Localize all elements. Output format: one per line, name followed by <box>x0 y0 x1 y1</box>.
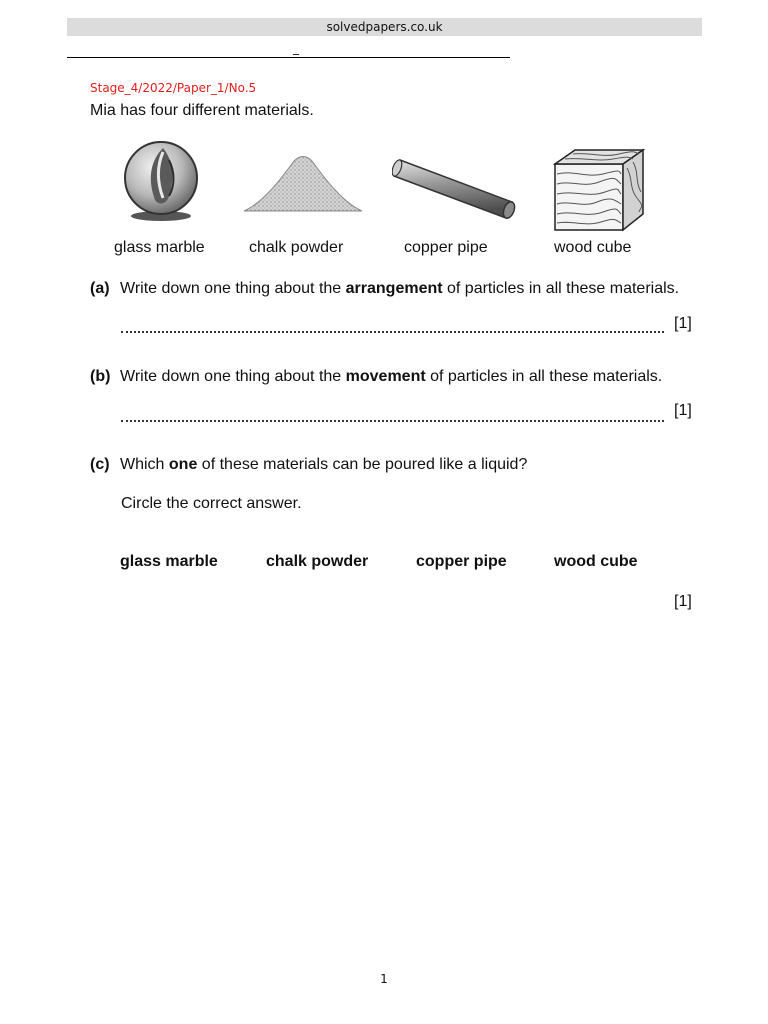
question-reference: Stage_4/2022/Paper_1/No.5 <box>90 81 257 95</box>
wood-cube-icon <box>553 148 647 232</box>
copper-pipe-icon <box>392 156 520 226</box>
question-c-instruction: Circle the correct answer. <box>121 495 302 512</box>
mark-a: [1] <box>674 315 692 332</box>
answer-option-copper-pipe[interactable]: copper pipe <box>416 553 507 570</box>
material-label-chalk-powder: chalk powder <box>249 239 344 256</box>
question-c <box>90 456 527 474</box>
question-c-text-start: Which <box>120 456 169 473</box>
answer-option-glass-marble[interactable]: glass marble <box>120 553 218 570</box>
question-b-text-start: Write down one thing about the <box>120 368 346 385</box>
mark-c: [1] <box>674 593 692 610</box>
question-a-number: (a) <box>90 280 110 297</box>
question-a <box>90 280 679 298</box>
answer-option-wood-cube[interactable]: wood cube <box>554 553 638 570</box>
answer-line-b[interactable] <box>121 420 664 422</box>
question-c-text-end: of these materials can be poured like a liquid? <box>197 456 528 473</box>
question-c-number: (c) <box>90 456 110 473</box>
question-b <box>90 368 662 386</box>
answer-option-chalk-powder[interactable]: chalk powder <box>266 553 369 570</box>
header-dash: _ <box>293 41 299 55</box>
chalk-powder-icon <box>242 153 364 215</box>
mark-b: [1] <box>674 402 692 419</box>
question-b-number: (b) <box>90 368 111 385</box>
question-a-text-start: Write down one thing about the <box>120 280 346 297</box>
glass-marble-icon <box>121 138 201 222</box>
intro-text: Mia has four different materials. <box>90 102 314 119</box>
question-c-keyword: one <box>168 456 198 473</box>
site-header: solvedpapers.co.uk <box>67 18 702 36</box>
material-label-wood-cube: wood cube <box>554 239 632 256</box>
question-a-text-end: of particles in all these materials. <box>442 280 680 297</box>
page-number: 1 <box>380 972 388 986</box>
header-rule <box>67 57 510 58</box>
material-label-glass-marble: glass marble <box>114 239 205 256</box>
answer-line-a[interactable] <box>121 331 664 333</box>
question-a-keyword: arrangement <box>345 280 443 297</box>
material-label-copper-pipe: copper pipe <box>404 239 488 256</box>
question-b-keyword: movement <box>345 368 426 385</box>
question-b-text-end: of particles in all these materials. <box>425 368 663 385</box>
